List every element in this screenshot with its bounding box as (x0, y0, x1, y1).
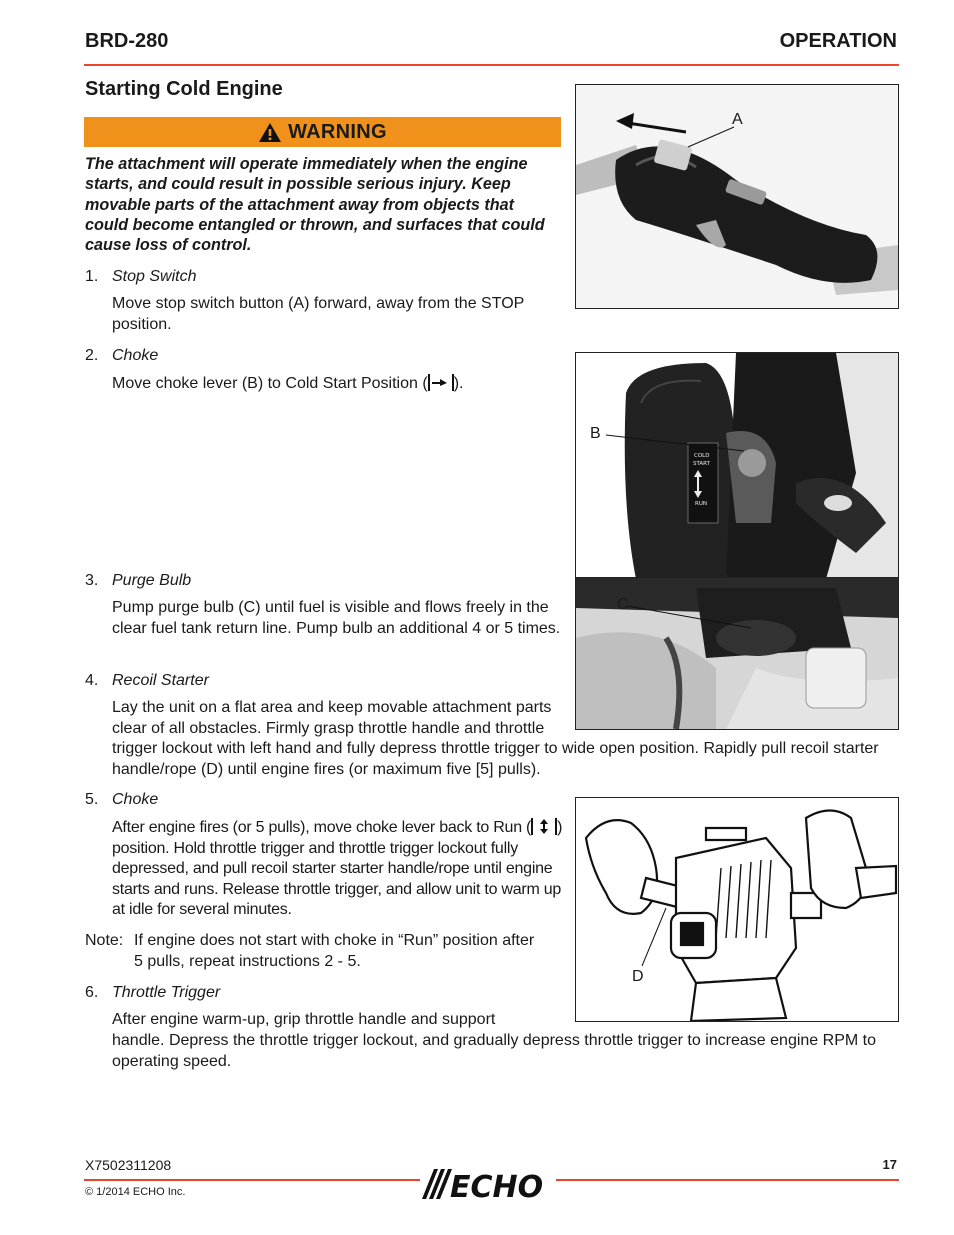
label-d: D (632, 968, 644, 985)
label-c: C (617, 596, 629, 613)
step-6-number: 6. (85, 984, 99, 1001)
note-label: Note: (85, 932, 124, 949)
step-6-text-b: handle. Depress the throttle trigger lockout, and gradually depress throttle trigger to increase engine RPM to operating speed. (112, 1032, 876, 1070)
warning-banner (84, 117, 561, 147)
step-2-text-before: Move choke lever (B) to Cold Start Position ( (112, 375, 428, 392)
warning-label: WARNING (288, 120, 387, 143)
step-2-text-after: ). (453, 375, 464, 392)
note-text-a: If engine does not start with choke in “Run” position after (134, 932, 535, 949)
cold-start-icon (428, 374, 454, 391)
step-2-title: Choke (112, 347, 159, 364)
footer-rule-right (556, 1179, 899, 1181)
step-4-text-a: Lay the unit on a flat area and keep movable attachment parts clear of all obstacles. Firmly grasp throttle handle and throttle (112, 699, 552, 737)
recoil-starter-illustration (576, 798, 898, 1021)
page-number: 17 (882, 1157, 897, 1172)
figure-purge-bulb (575, 577, 899, 730)
step-5-text (112, 818, 564, 921)
step-6-title: Throttle Trigger (112, 984, 221, 1001)
step-4-title: Recoil Starter (112, 672, 209, 689)
warning-text: The attachment will operate immediately when the engine starts, and could result in possible serious injury. Keep movable parts of the attachment away from objects that could become entangled or thrown, and surfaces that could cause loss of control. (85, 155, 545, 255)
run-position-icon (531, 818, 557, 835)
figure-stop-switch (575, 84, 899, 309)
step-5-text-after: ) position. Hold throttle trigger and throttle trigger lockout fully depressed, and pull recoil starter starter handle/rope until engine starts and runs. Release throttle trigger, and allow unit to warm up at idle for several minutes. (112, 819, 563, 918)
decal-start: START (693, 461, 710, 467)
figure-choke (575, 352, 899, 580)
decal-run: RUN (695, 501, 707, 507)
step-2-number: 2. (85, 347, 99, 364)
decal-cold: COLD (694, 453, 710, 459)
section-name: OPERATION (779, 30, 897, 52)
step-4-number: 4. (85, 672, 99, 689)
step-5-number: 5. (85, 791, 99, 808)
step-1-number: 1. (85, 268, 99, 285)
copyright: © 1/2014 ECHO Inc. (85, 1186, 186, 1198)
engine-choke-photo (576, 353, 898, 579)
logo-text: ECHO (450, 1170, 544, 1203)
model-name: BRD-280 (85, 30, 169, 52)
step-5-text-before: After engine fires (or 5 pulls), move choke lever back to Run ( (112, 819, 532, 836)
step-1-title: Stop Switch (112, 268, 197, 285)
step-3-text: Pump purge bulb (C) until fuel is visible and flows freely in the clear fuel tank return line. Pump bulb an additional 4 or 5 times. (112, 599, 561, 637)
page-title: Starting Cold Engine (85, 78, 283, 100)
header-rule (84, 64, 899, 66)
note-text-b: 5 pulls, repeat instructions 2 - 5. (134, 953, 361, 970)
step-3-number: 3. (85, 572, 99, 589)
step-6-text-a: After engine warm-up, grip throttle handle and support (112, 1011, 496, 1028)
echo-logo (420, 1165, 560, 1203)
label-b: B (590, 425, 601, 442)
step-2-text (112, 374, 552, 395)
step-4-text-b: trigger lockout with left hand and fully depress throttle trigger to wide open position. Rapidly pull recoil starter handle/rope (D) until engine fires (or maximum five [5] pulls). (112, 740, 879, 778)
label-a: A (732, 111, 743, 128)
figure-recoil-starter (575, 797, 899, 1022)
step-3-title: Purge Bulb (112, 572, 192, 589)
step-5-title: Choke (112, 791, 159, 808)
part-number: X7502311208 (85, 1157, 172, 1173)
warning-triangle-icon (258, 122, 282, 143)
step-1-text: Move stop switch button (A) forward, away from the STOP position. (112, 295, 525, 333)
footer-rule-left (84, 1179, 420, 1181)
